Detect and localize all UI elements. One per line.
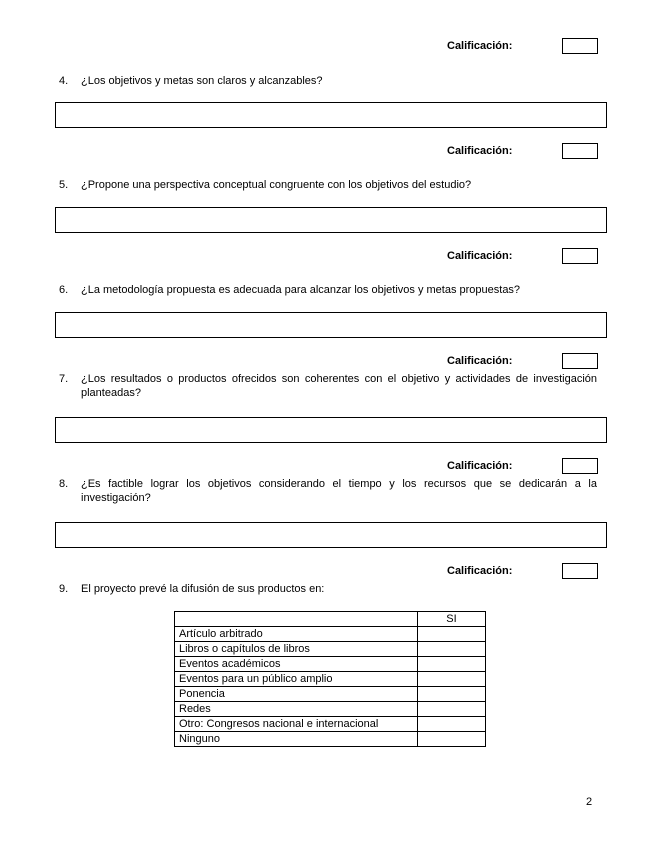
row-label: Otro: Congresos nacional e internacional (175, 717, 418, 732)
row-label: Eventos para un público amplio (175, 672, 418, 687)
grade-input[interactable] (562, 563, 598, 579)
grade-row (0, 38, 655, 56)
grade-label: Calificación: (447, 355, 513, 367)
page-number: 2 (586, 796, 593, 808)
si-checkbox-cell[interactable] (418, 732, 486, 747)
table-row (175, 702, 486, 717)
si-checkbox-cell[interactable] (418, 627, 486, 642)
answer-box-7[interactable] (55, 417, 607, 443)
row-label: Libros o capítulos de libros (175, 642, 418, 657)
question-number: 7. (59, 373, 69, 385)
question-text: El proyecto prevé la difusión de sus productos en: (81, 583, 325, 595)
si-checkbox-cell[interactable] (418, 717, 486, 732)
row-label: Ponencia (175, 687, 418, 702)
question-6 (59, 283, 597, 297)
grade-input[interactable] (562, 38, 598, 54)
grade-label: Calificación: (447, 250, 513, 262)
si-checkbox-cell[interactable] (418, 672, 486, 687)
table-row (175, 642, 486, 657)
question-5 (59, 178, 597, 192)
question-7 (59, 372, 597, 400)
grade-label: Calificación: (447, 40, 513, 52)
grade-row (0, 458, 655, 476)
question-9 (59, 582, 597, 596)
table-row (175, 717, 486, 732)
question-text: ¿Los resultados o productos ofrecidos son coherentes con el objetivo y actividades de investigación planteadas? (81, 373, 597, 399)
row-label: Eventos académicos (175, 657, 418, 672)
question-4 (59, 74, 597, 88)
question-text: ¿Propone una perspectiva conceptual congruente con los objetivos del estudio? (81, 179, 472, 191)
si-checkbox-cell[interactable] (418, 687, 486, 702)
si-checkbox-cell[interactable] (418, 657, 486, 672)
table-header-si: SI (418, 612, 486, 627)
row-label: Redes (175, 702, 418, 717)
question-number: 9. (59, 583, 69, 595)
grade-row (0, 563, 655, 581)
question-8 (59, 477, 597, 505)
table-row (175, 657, 486, 672)
grade-row (0, 353, 655, 371)
si-checkbox-cell[interactable] (418, 642, 486, 657)
question-text: ¿La metodología propuesta es adecuada para alcanzar los objetivos y metas propuestas? (81, 284, 521, 296)
row-label: Artículo arbitrado (175, 627, 418, 642)
table-row (175, 627, 486, 642)
table-row (175, 687, 486, 702)
dissemination-table (174, 611, 486, 747)
table-header-row (175, 612, 486, 627)
grade-input[interactable] (562, 248, 598, 264)
table-header-blank (175, 612, 418, 627)
row-label: Ninguno (175, 732, 418, 747)
question-text: ¿Los objetivos y metas son claros y alcanzables? (81, 75, 323, 87)
question-text: ¿Es factible lograr los objetivos considerando el tiempo y los recursos que se dedicarán a la investigación? (81, 478, 597, 504)
grade-input[interactable] (562, 143, 598, 159)
grade-input[interactable] (562, 353, 598, 369)
answer-box-4[interactable] (55, 102, 607, 128)
table-row (175, 732, 486, 747)
si-checkbox-cell[interactable] (418, 702, 486, 717)
grade-row (0, 248, 655, 266)
question-number: 8. (59, 478, 69, 490)
grade-label: Calificación: (447, 145, 513, 157)
grade-input[interactable] (562, 458, 598, 474)
answer-box-5[interactable] (55, 207, 607, 233)
question-number: 4. (59, 75, 69, 87)
answer-box-8[interactable] (55, 522, 607, 548)
table-row (175, 672, 486, 687)
grade-label: Calificación: (447, 460, 513, 472)
question-number: 5. (59, 179, 69, 191)
grade-row (0, 143, 655, 161)
question-number: 6. (59, 284, 69, 296)
grade-label: Calificación: (447, 565, 513, 577)
answer-box-6[interactable] (55, 312, 607, 338)
